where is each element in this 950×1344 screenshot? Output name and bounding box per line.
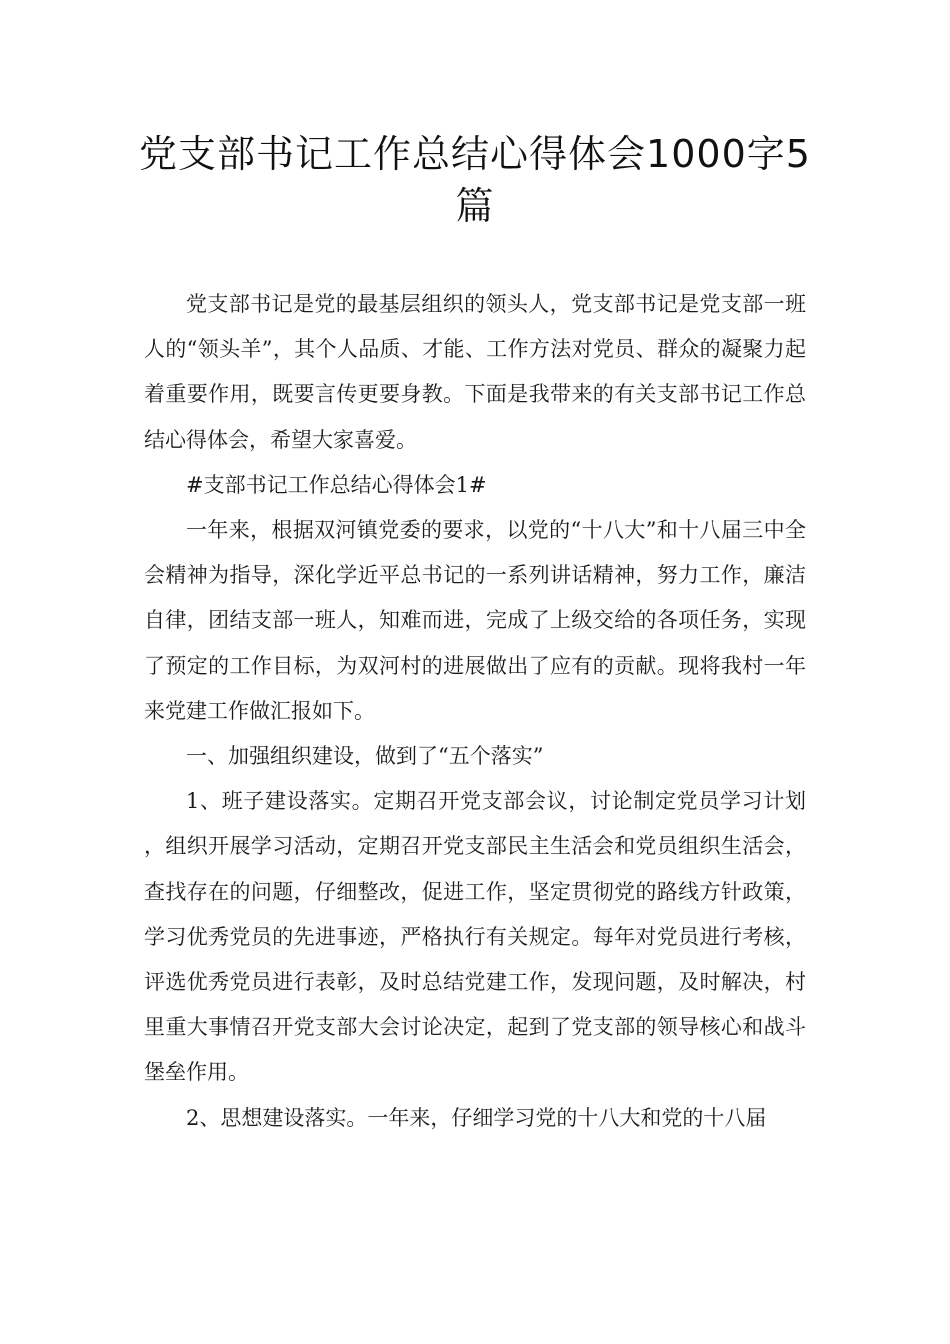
document-title: 党支部书记工作总结心得体会1000字5篇 [139, 132, 811, 228]
subsection-heading: 一、加强组织建设，做到了“五个落实” [186, 744, 544, 769]
body-paragraph: 一年来，根据双河镇党委的要求，以党的“十八大”和十八届三中全会精神为指导，深化学近平总书记的一系列讲话精神，努力工作，廉洁自律，团结支部一班人，知难而进，完成了上级交给的各项任务，实现了预定的工作目标，为双河村的进展做出了应有的贡献。现将我村一年来党建工作做汇报如下。 [144, 518, 806, 723]
intro-paragraph: 党支部书记是党的最基层组织的领头人，党支部书记是党支部一班人的“领头羊”，其个人品质、才能、工作方法对党员、群众的凝聚力起着重要作用，既要言传更要身教。下面是我带来的有关支部书记工作总结心得体会，希望大家喜爱。 [144, 292, 806, 452]
body-paragraph: 2、思想建设落实。一年来，仔细学习党的十八大和党的十八届 [186, 1105, 767, 1130]
document-body [144, 282, 806, 1141]
section-heading: #支部书记工作总结心得体会1# [186, 472, 487, 497]
body-paragraph: 1、班子建设落实。定期召开党支部会议，讨论制定党员学习计划，组织开展学习活动，定期召开党支部民主生活会和党员组织生活会，查找存在的问题，仔细整改，促进工作，坚定贯彻党的路线方针政策，学习优秀党员的先进事迹，严格执行有关规定。每年对党员进行考核，评选优秀党员进行表彰，及时总结党建工作，发现问题，及时解决，村里重大事情召开党支部大会讨论决定，起到了党支部的领导核心和战斗堡垒作用。 [144, 789, 806, 1085]
